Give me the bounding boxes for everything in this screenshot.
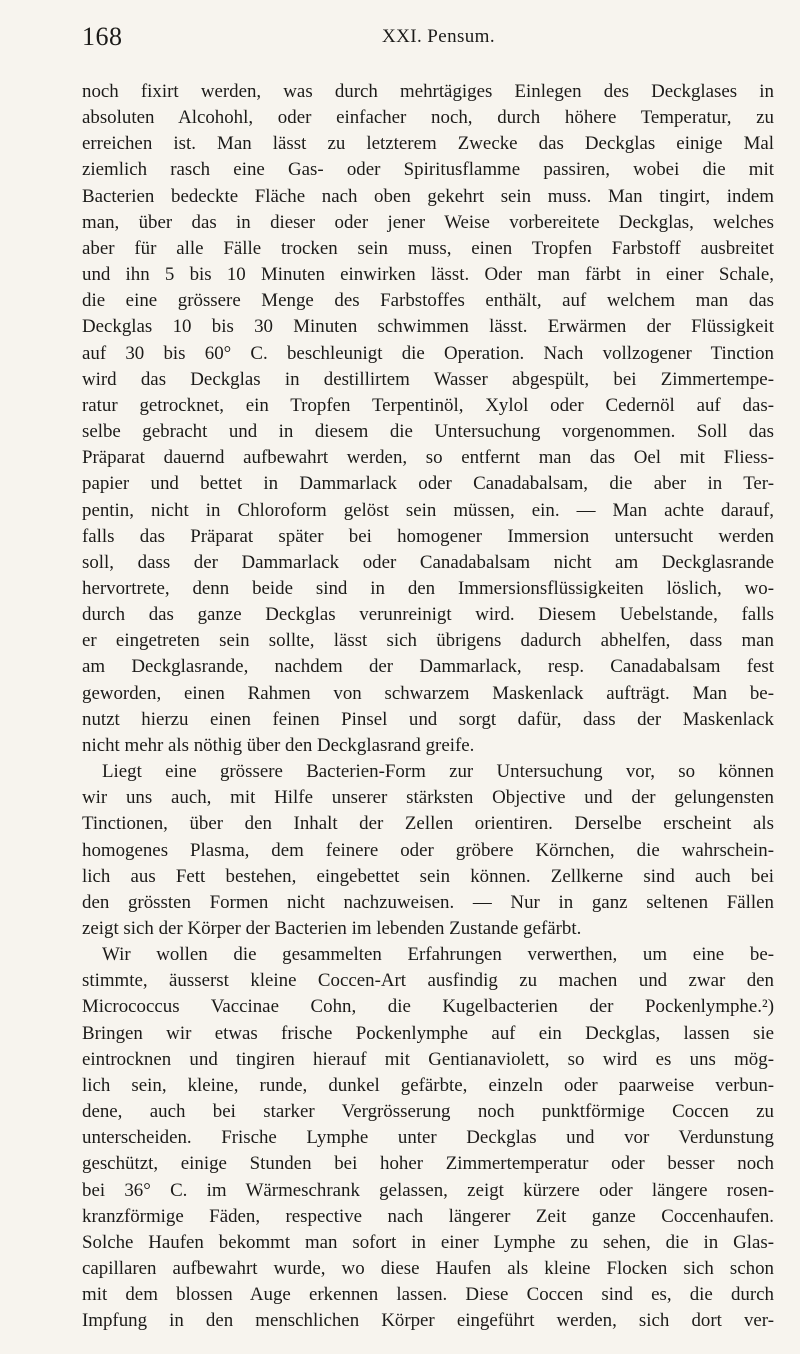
- text-line: mit dem blossen Auge erkennen lassen. Diese Coccen sind es, die durch: [82, 1284, 774, 1306]
- text-line: aber für alle Fälle trocken sein muss, einen Tropfen Farbstoff ausbreitet: [82, 237, 774, 259]
- text-line: wir uns auch, mit Hilfe unserer stärksten Objective und der gelungensten: [82, 787, 774, 809]
- text-line: die eine grössere Menge des Farbstoffes enthält, auf welchem man das: [82, 290, 774, 312]
- text-line: Micrococcus Vaccinae Cohn, die Kugelbacterien der Pockenlymphe.²): [82, 996, 774, 1018]
- text-line: dene, auch bei starker Vergrösserung noch punktförmige Coccen zu: [82, 1101, 774, 1123]
- text-line: hervortrete, denn beide sind in den Immersionsflüssigkeiten löslich, wo-: [82, 577, 774, 599]
- text-line: auf 30 bis 60° C. beschleunigt die Operation. Nach vollzogener Tinction: [82, 342, 774, 364]
- text-line: ziemlich rasch eine Gas- oder Spiritusflamme passiren, wobei die mit: [82, 159, 774, 181]
- paragraph: [82, 759, 774, 942]
- text-line: unterscheiden. Frische Lymphe unter Deckglas und vor Verdunstung: [82, 1127, 774, 1149]
- paragraph: [82, 942, 774, 1334]
- text-line: man, über das in dieser oder jener Weise vorbereitete Deckglas, welches: [82, 211, 774, 233]
- text-line: nutzt hierzu einen feinen Pinsel und sorgt dafür, dass der Maskenlack: [82, 708, 774, 730]
- text-line: Präparat dauernd aufbewahrt werden, so entfernt man das Oel mit Fliess-: [82, 447, 774, 469]
- text-line: erreichen ist. Man lässt zu letzterem Zwecke das Deckglas einige Mal: [82, 133, 774, 155]
- page-header: [82, 22, 778, 62]
- text-line: capillaren aufbewahrt wurde, wo diese Haufen als kleine Flocken sich schon: [82, 1258, 774, 1280]
- page-number: 168: [82, 22, 123, 51]
- text-line: wird das Deckglas in destillirtem Wasser abgespült, bei Zimmertempe-: [82, 368, 774, 390]
- text-line: Bacterien bedeckte Fläche nach oben gekehrt sein muss. Man tingirt, indem: [82, 185, 774, 207]
- text-line: soll, dass der Dammarlack oder Canadabalsam nicht am Deckglasrande: [82, 551, 774, 573]
- text-line: lich aus Fett bestehen, eingebettet sein können. Zellkerne sind auch bei: [82, 865, 774, 887]
- text-line: durch das ganze Deckglas verunreinigt wird. Diesem Uebelstande, falls: [82, 604, 774, 626]
- text-line: und ihn 5 bis 10 Minuten einwirken lässt. Oder man färbt in einer Schale,: [82, 264, 774, 286]
- text-line: kranzförmige Fäden, respective nach längerer Zeit ganze Coccenhaufen.: [82, 1205, 774, 1227]
- text-line: papier und bettet in Dammarlack oder Canadabalsam, die aber in Ter-: [82, 473, 774, 495]
- text-line: falls das Präparat später bei homogener Immersion untersucht werden: [82, 525, 774, 547]
- text-line: ratur getrocknet, ein Tropfen Terpentinöl, Xylol oder Cedernöl auf das-: [82, 394, 774, 416]
- text-line: Bringen wir etwas frische Pockenlymphe auf ein Deckglas, lassen sie: [82, 1022, 774, 1044]
- text-line: Deckglas 10 bis 30 Minuten schwimmen lässt. Erwärmen der Flüssigkeit: [82, 316, 774, 338]
- text-line: am Deckglasrande, nachdem der Dammarlack, resp. Canadabalsam fest: [82, 656, 774, 678]
- text-line: geschützt, einige Stunden bei hoher Zimmertemperatur oder besser noch: [82, 1153, 774, 1175]
- text-line: pentin, nicht in Chloroform gelöst sein müssen, ein. — Man achte darauf,: [82, 499, 774, 521]
- text-line: noch fixirt werden, was durch mehrtägiges Einlegen des Deckglases in: [82, 81, 774, 102]
- text-line: homogenes Plasma, dem feinere oder gröbere Körnchen, die wahrschein-: [82, 839, 774, 861]
- text-line: zeigt sich der Körper der Bacterien im lebenden Zustande gefärbt.: [82, 918, 582, 939]
- paragraph: [82, 79, 774, 759]
- text-line: lich sein, kleine, runde, dunkel gefärbte, einzeln oder paarweise verbun-: [82, 1074, 774, 1096]
- text-line: eintrocknen und tingiren hierauf mit Gentianaviolett, so wird es uns mög-: [82, 1048, 774, 1070]
- text-line: geworden, einen Rahmen von schwarzem Maskenlack aufträgt. Man be-: [82, 682, 774, 704]
- text-line: Tinctionen, über den Inhalt der Zellen orientiren. Derselbe erscheint als: [82, 813, 774, 835]
- text-line: Liegt eine grössere Bacterien-Form zur Untersuchung vor, so können: [102, 761, 774, 783]
- text-line: nicht mehr als nöthig über den Deckglasrand greife.: [82, 734, 475, 756]
- text-line: er eingetreten sein sollte, lässt sich übrigens dadurch abhelfen, dass man: [82, 630, 774, 652]
- text-line: Impfung in den menschlichen Körper eingeführt werden, sich dort ver-: [82, 1310, 774, 1332]
- text-line: Solche Haufen bekommt man sofort in einer Lymphe zu sehen, die in Glas-: [82, 1231, 774, 1253]
- running-head: XXI. Pensum.: [382, 26, 495, 47]
- text-line: absoluten Alcohohl, oder einfacher noch, durch höhere Temperatur, zu: [82, 107, 774, 129]
- text-line: Wir wollen die gesammelten Erfahrungen verwerthen, um eine be-: [102, 944, 774, 966]
- body-text: [82, 79, 774, 1335]
- text-line: selbe gebracht und in diesem die Untersuchung vorgenommen. Soll das: [82, 421, 774, 443]
- text-line: bei 36° C. im Wärmeschrank gelassen, zeigt kürzere oder längere rosen-: [82, 1179, 774, 1201]
- text-line: stimmte, äusserst kleine Coccen-Art ausfindig zu machen und zwar den: [82, 970, 774, 992]
- text-line: den grössten Formen nicht nachzuweisen. — Nur in ganz seltenen Fällen: [82, 891, 774, 913]
